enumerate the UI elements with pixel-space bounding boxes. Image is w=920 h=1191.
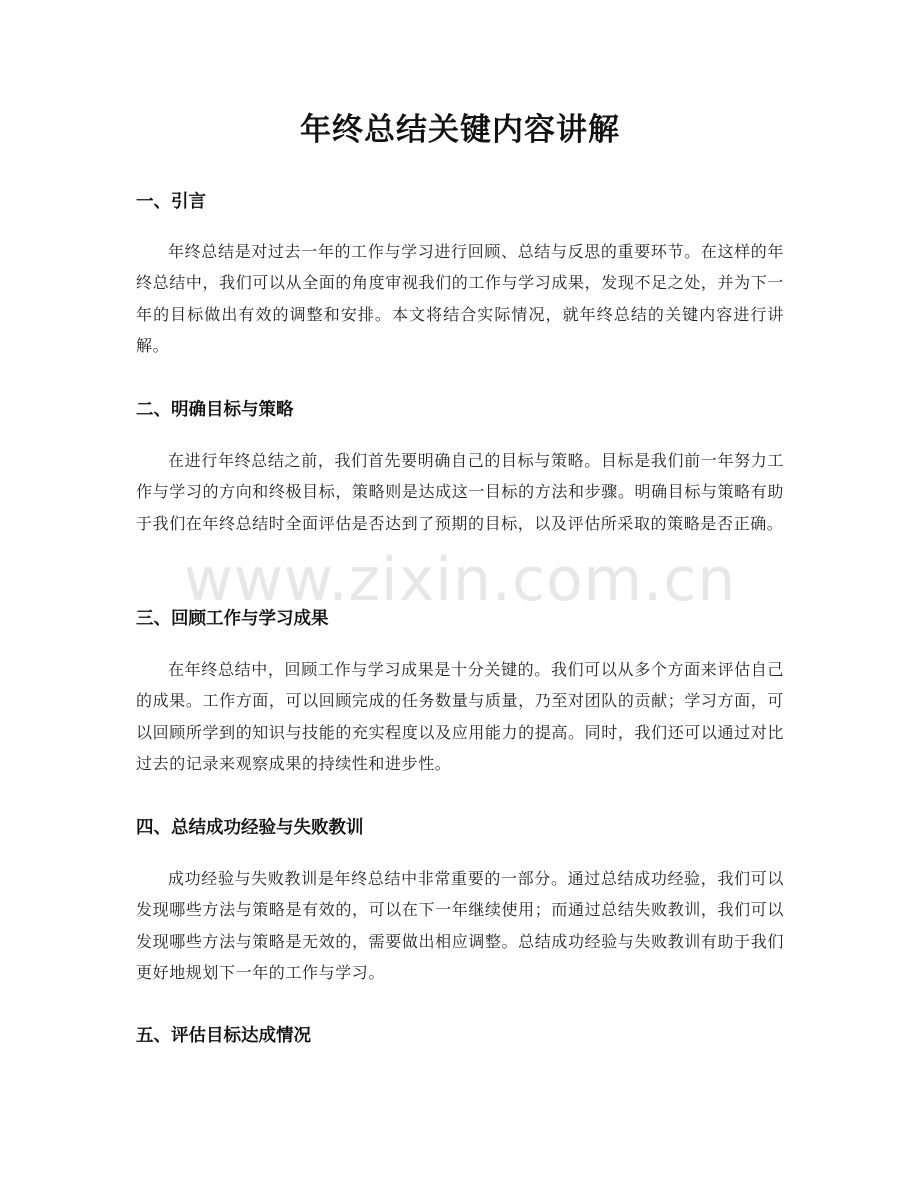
section-paragraph-goals: 在进行年终总结之前，我们首先要明确自己的目标与策略。目标是我们前一年努力工作与学习的方向和终极目标，策略则是达成这一目标的方法和步骤。明确目标与策略有助于我们在年终总结时全面评估是否达到了预期的目标，以及评估所采取的策略是否正确。 [136,451,784,533]
section-heading-intro: 一、引言 [136,192,206,212]
section-paragraph-review: 在年终总结中，回顾工作与学习成果是十分关键的。我们可以从多个方面来评估自己的成果。工作方面，可以回顾完成的任务数量与质量，乃至对团队的贡献；学习方面，可以回顾所学到的知识与技能的充实程度以及应用能力的提高。同时，我们还可以通过对比过去的记录来观察成果的持续性和进步性。 [136,660,784,774]
section-heading-review: 三、回顾工作与学习成果 [136,609,329,629]
section-heading-goals: 二、明确目标与策略 [136,400,294,420]
section-heading-lessons: 四、总结成功经验与失败教训 [136,818,364,838]
section-paragraph-lessons: 成功经验与失败教训是年终总结中非常重要的一部分。通过总结成功经验，我们可以发现哪些方法与策略是有效的，可以在下一年继续使用；而通过总结失败教训，我们可以发现哪些方法与策略是无效的，需要做出相应调整。总结成功经验与失败教训有助于我们更好地规划下一年的工作与学习。 [136,869,784,983]
page-title: 年终总结关键内容讲解 [300,112,620,148]
watermark-text: www.zixin.com.cn [183,545,737,615]
section-paragraph-intro: 年终总结是对过去一年的工作与学习进行回顾、总结与反思的重要环节。在这样的年终总结中，我们可以从全面的角度审视我们的工作与学习成果，发现不足之处，并为下一年的目标做出有效的调整和安排。本文将结合实际情况，就年终总结的关键内容进行讲解。 [136,242,784,356]
section-heading-evaluation: 五、评估目标达成情况 [136,1026,311,1046]
